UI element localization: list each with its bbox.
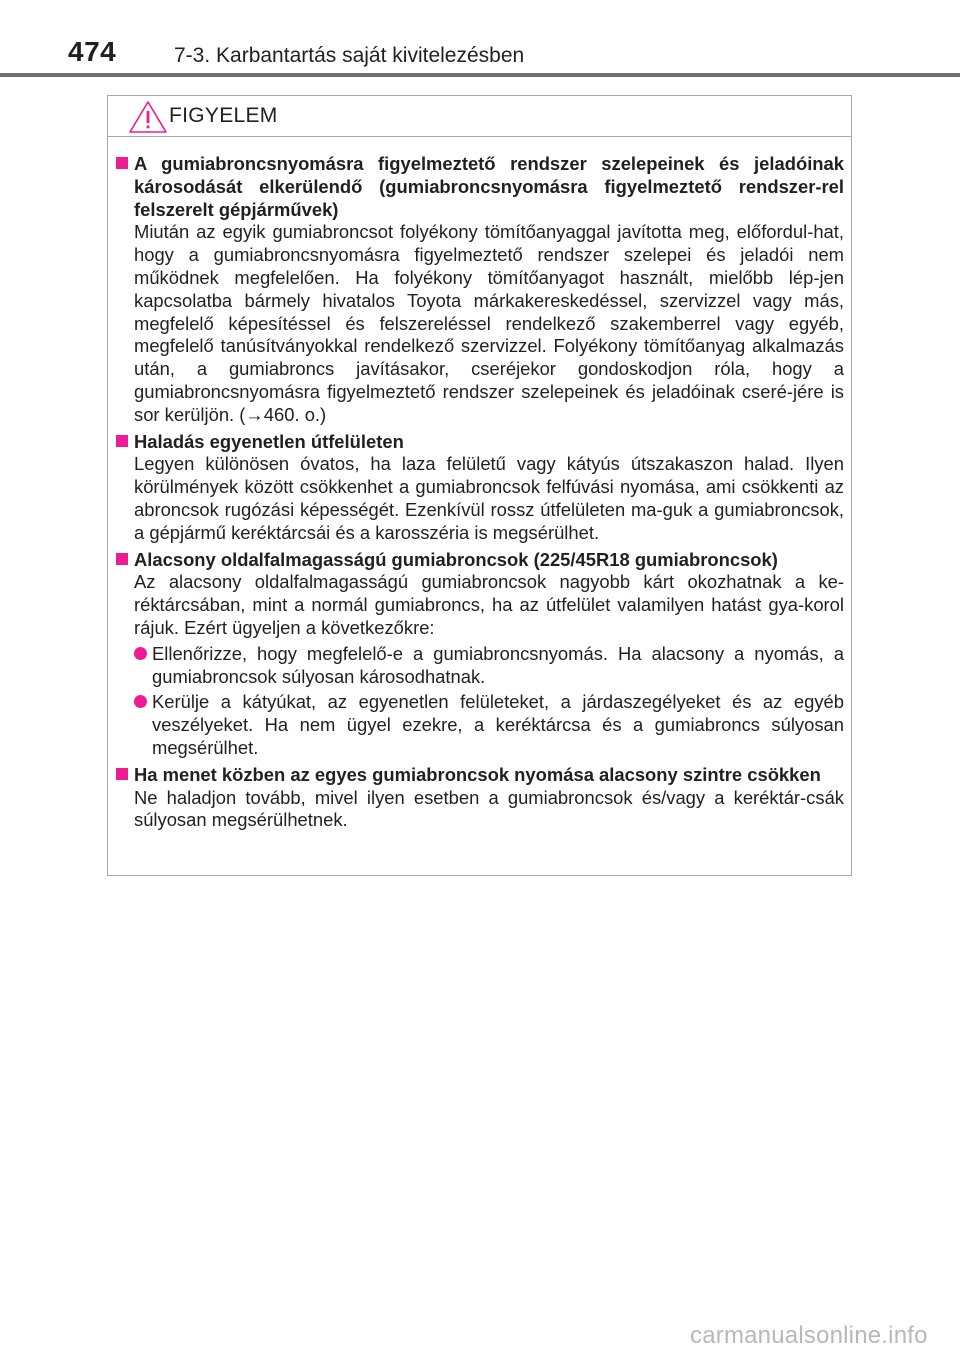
warning-section-low-pressure: [116, 764, 844, 832]
warning-title: FIGYELEM: [169, 104, 278, 127]
section-body: Az alacsony oldalfalmagasságú gumiabroncsok nagyobb kárt okozhatnak a ke-réktárcsában, mint a normál gumiabroncs, ha az útfelület valamilyen hatást gya-korol rájuk. Ezért ügyeljen a következőkre:: [134, 571, 844, 638]
warning-header: [108, 96, 851, 137]
warning-content: [116, 153, 844, 836]
section-body: Legyen különösen óvatos, ha laza felületű vagy kátyús útszakaszon halad. Ilyen körülmények között csökkenhet a gumiabroncsok felfúvási nyomása, ami csökkenti az abroncsok rugózási képességét. Ezenkívül rossz útfelületen ma-guk a gumiabroncsok, a gépjármű keréktárcsái és a karosszéria is megsérülhet.: [134, 453, 844, 543]
warning-section-tpms: [116, 153, 844, 427]
watermark: carmanualsonline.info: [690, 1322, 928, 1349]
square-bullet-icon: [116, 157, 128, 169]
list-item: [116, 643, 844, 689]
section-title: 7-3. Karbantartás saját kivitelezésben: [174, 44, 525, 67]
list-item: [116, 691, 844, 759]
warning-section-low-profile-tires: [116, 549, 844, 760]
warning-section-uneven-road: [116, 431, 844, 545]
section-heading-text: Ha menet közben az egyes gumiabroncsok nyomása alacsony szintre csökken: [134, 763, 821, 785]
section-heading-text: Haladás egyenetlen útfelületen: [134, 430, 404, 452]
list-item-text: Ellenőrizze, hogy megfelelő-e a gumiabroncsnyomás. Ha alacsony a nyomás, a gumiabroncsok súlyosan károsodhatnak.: [152, 642, 844, 687]
circle-bullet-icon: [134, 647, 147, 660]
warning-triangle-icon: [128, 100, 168, 134]
section-body: Miután az egyik gumiabroncsot folyékony tömítőanyaggal javította meg, előfordul-hat, hogy a gumiabroncsnyomásra figyelmeztető rendszer szelepei és jeladói nem működnek megfelelően. Ha folyékony tömítőanyagot használt, mielőbb lép-jen kapcsolatba bármely hivatalos Toyota márkakereskedéssel, szervizzel vagy más, megfelelő képesítéssel és felszereléssel rendelkező szakemberrel vagy egyéb, megfelelő tanúsítványokkal rendelkező szervizzel. Folyékony tömítőanyag alkalmazás után, a gumiabroncs javításakor, cseréjekor gondoskodjon róla, hogy a gumiabroncsnyomásra figyelmeztető rendszer szelepeinek és jeladóinak cseré-jére is sor kerüljön. (→460. o.): [134, 221, 844, 425]
square-bullet-icon: [116, 768, 128, 780]
circle-bullet-icon: [134, 695, 147, 708]
section-heading: [116, 431, 844, 454]
header-rule: [0, 73, 960, 77]
square-bullet-icon: [116, 435, 128, 447]
section-heading: [116, 764, 844, 787]
section-heading: [116, 153, 844, 221]
section-heading-text: Alacsony oldalfalmagasságú gumiabroncsok (225/45R18 gumiabroncsok): [134, 548, 778, 570]
section-body: Ne haladjon tovább, mivel ilyen esetben a gumiabroncsok és/vagy a keréktár-csák súlyosan megsérülhetnek.: [134, 786, 844, 831]
section-heading-text: A gumiabroncsnyomásra figyelmeztető rendszer szelepeinek és jeladóinak károsodását elkerülendő (gumiabroncsnyomásra figyelmeztető rendszer-rel felszerelt gépjárművek): [134, 153, 844, 220]
page-header: [0, 0, 960, 80]
square-bullet-icon: [116, 553, 128, 565]
page-number: 474: [68, 36, 117, 67]
section-heading: [116, 549, 844, 572]
warning-box: [107, 95, 852, 876]
list-item-text: Kerülje a kátyúkat, az egyenetlen felületeket, a járdaszegélyeket és az egyéb veszélyeket. Ha nem ügyel ezekre, a keréktárcsa és a gumiabroncs súlyosan megsérülhet.: [152, 691, 844, 758]
